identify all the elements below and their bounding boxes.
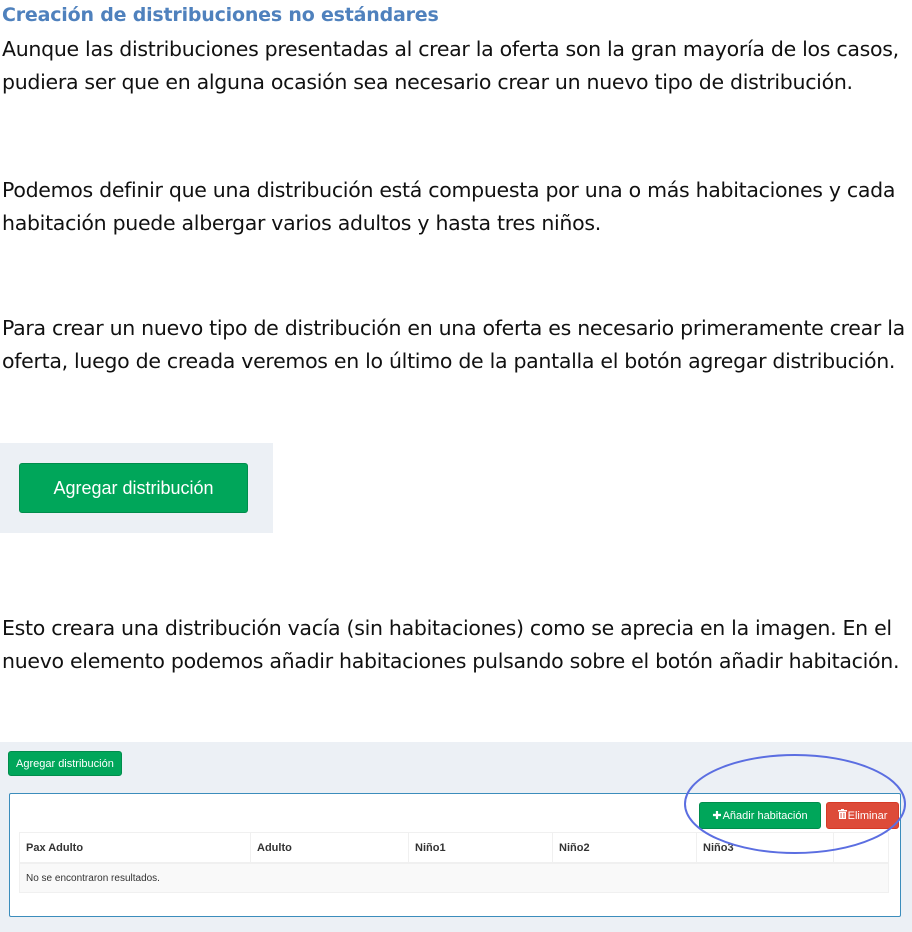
table-header-row xyxy=(20,833,889,864)
column-pax-adulto: Pax Adulto xyxy=(20,833,251,864)
table-row xyxy=(20,863,889,893)
rooms-table xyxy=(19,832,889,893)
empty-message: No se encontraron resultados. xyxy=(20,863,889,893)
paragraph-instructions: Para crear un nuevo tipo de distribución en una oferta es necesario primeramente crear la oferta, luego de creada veremos en lo último de la pantalla el botón agregar distribución. xyxy=(2,316,905,373)
column-nino1: Niño1 xyxy=(409,833,553,864)
trash-icon xyxy=(838,809,847,822)
screenshot-add-distribution xyxy=(0,443,273,533)
paragraph-empty-distribution: Esto creara una distribución vacía (sin habitaciones) como se aprecia en la imagen. En el nuevo elemento podemos añadir habitaciones pulsando sobre el botón añadir habitación. xyxy=(2,616,900,673)
column-adulto: Adulto xyxy=(251,833,409,864)
column-actions xyxy=(834,833,889,864)
plus-icon: ✚ xyxy=(712,810,722,822)
add-distribution-button-small[interactable]: Agregar distribución xyxy=(8,751,122,776)
add-distribution-button[interactable]: Agregar distribución xyxy=(19,463,248,513)
delete-label: Eliminar xyxy=(847,810,888,822)
distribution-box xyxy=(9,793,901,917)
column-nino2: Niño2 xyxy=(553,833,697,864)
add-room-button[interactable] xyxy=(699,802,821,829)
paragraph-intro: Aunque las distribuciones presentadas al crear la oferta son la gran mayoría de los casos, pudiera ser que en alguna ocasión sea necesario crear un nuevo tipo de distribución. xyxy=(2,37,899,94)
section-heading: Creación de distribuciones no estándares xyxy=(2,4,439,26)
paragraph-definition: Podemos definir que una distribución está compuesta por una o más habitaciones y cada habitación puede albergar varios adultos y hasta tres niños. xyxy=(2,178,896,235)
column-nino3: Niño3 xyxy=(697,833,834,864)
add-room-label: Añadir habitación xyxy=(722,810,808,822)
screenshot-distribution-panel xyxy=(0,742,912,932)
delete-button[interactable] xyxy=(826,802,899,829)
